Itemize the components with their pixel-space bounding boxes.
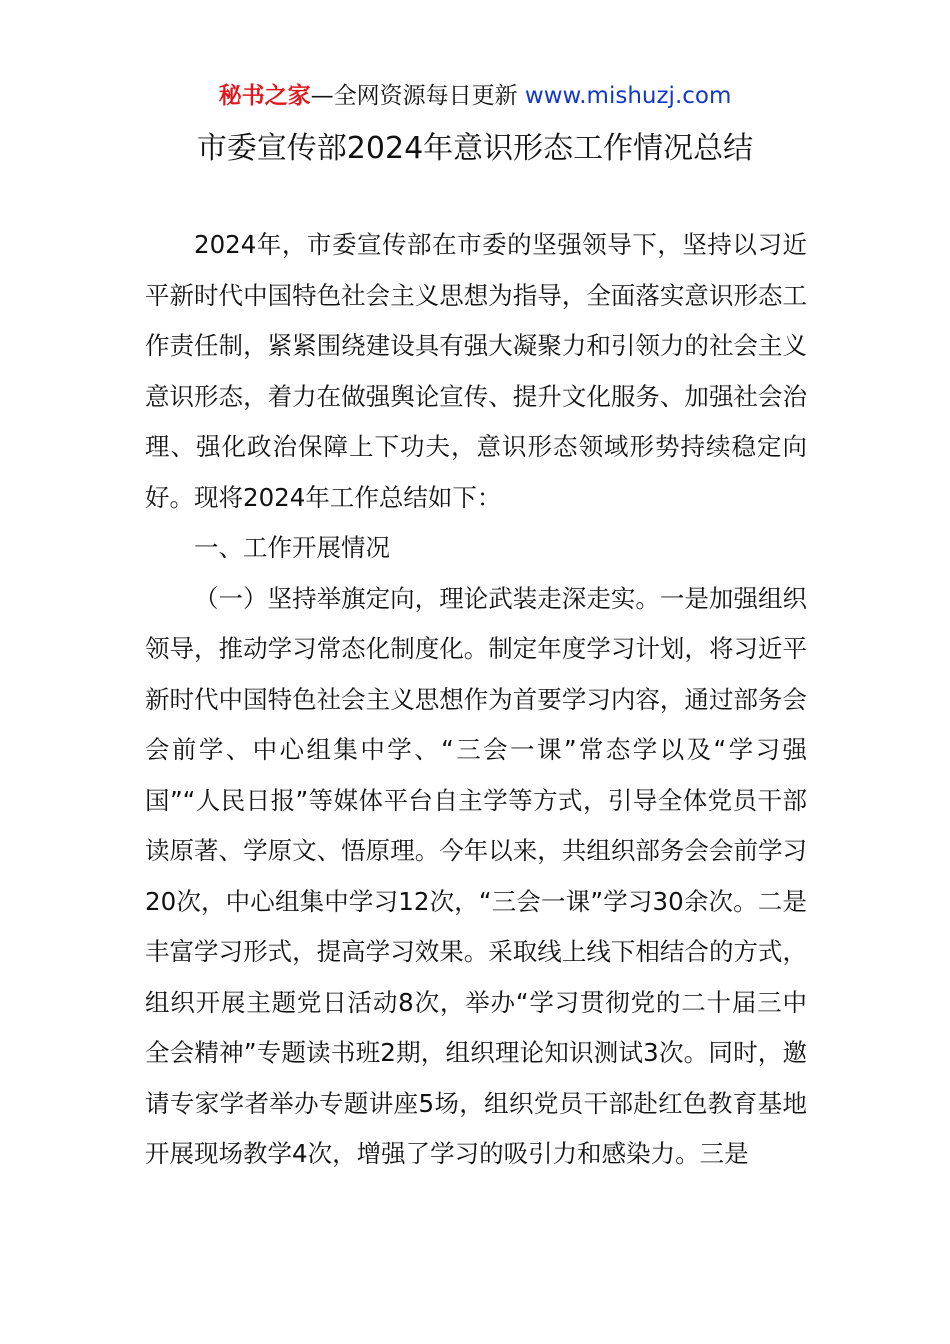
document-body — [145, 220, 807, 1180]
body-paragraph: （一）坚持举旗定向，理论武装走深走实。一是加强组织领导，推动学习常态化制度化。制定年度学习计划，将习近平新时代中国特色社会主义思想作为首要学习内容，通过部务会会前学、中心组集中学、“三会一课”常态学以及“学习强国”“人民日报”等媒体平台自主学等方式，引导全体党员干部读原著、学原文、悟原理。今年以来，共组织部务会会前学习20次，中心组集中学习12次，“三会一课”学习30余次。二是丰富学习形式，提高学习效果。采取线上线下相结合的方式，组织开展主题党日活动8次，举办“学习贯彻党的二十届三中全会精神”专题读书班2期，组织理论知识测试3次。同时，邀请专家学者举办专题讲座5场，组织党员干部赴红色教育基地开展现场教学4次，增强了学习的吸引力和感染力。三是 — [145, 583, 807, 1168]
section-heading: 一、工作开展情况 — [194, 533, 390, 562]
site-url-link[interactable]: www.mishuzj.com — [524, 83, 732, 109]
brand-name: 秘书之家 — [218, 83, 311, 109]
document-title: 市委宣传部2024年意识形态工作情况总结 — [196, 131, 754, 166]
header-tagline: —全网资源每日更新 — [310, 83, 518, 109]
site-header — [0, 80, 950, 112]
intro-paragraph: 2024年，市委宣传部在市委的坚强领导下，坚持以习近平新时代中国特色社会主义思想为指导，全面落实意识形态工作责任制，紧紧围绕建设具有强大凝聚力和引领力的社会主义意识形态，着力在做强舆论宣传、提升文化服务、加强社会治理、强化政治保障上下功夫，意识形态领域形势持续稳定向好。现将2024年工作总结如下： — [145, 230, 807, 512]
